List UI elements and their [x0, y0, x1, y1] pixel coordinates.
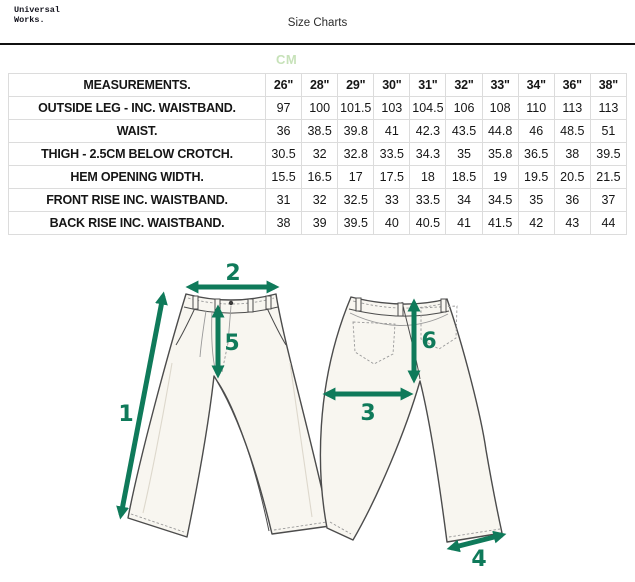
size-value: 110	[518, 97, 554, 120]
table-row	[9, 166, 627, 189]
size-value: 113	[554, 97, 590, 120]
size-value: 35.8	[482, 143, 518, 166]
size-value: 113	[590, 97, 626, 120]
size-value: 33.5	[410, 189, 446, 212]
front-belt-loop-4	[266, 296, 271, 309]
size-value: 100	[302, 97, 338, 120]
size-value: 46	[518, 120, 554, 143]
marker-label-5: 5	[224, 331, 240, 356]
size-value: 38.5	[302, 120, 338, 143]
size-column-header: 28"	[302, 74, 338, 97]
size-value: 41	[446, 212, 482, 235]
size-value: 36	[554, 189, 590, 212]
size-value: 39.8	[338, 120, 374, 143]
size-value: 33.5	[374, 143, 410, 166]
size-value: 35	[518, 189, 554, 212]
size-column-header: 26"	[266, 74, 302, 97]
brand-logo-line2: Works.	[14, 14, 45, 25]
size-value: 41.5	[482, 212, 518, 235]
size-value: 19.5	[518, 166, 554, 189]
size-value: 42.3	[410, 120, 446, 143]
size-value: 48.5	[554, 120, 590, 143]
measurement-label: WAIST.	[9, 120, 266, 143]
size-value: 39.5	[338, 212, 374, 235]
front-waist-button	[229, 301, 233, 305]
size-value: 34.3	[410, 143, 446, 166]
size-column-header: 33"	[482, 74, 518, 97]
size-column-header: 31"	[410, 74, 446, 97]
header-divider	[0, 43, 635, 45]
size-value: 35	[446, 143, 482, 166]
table-row	[9, 143, 627, 166]
front-belt-loop-1	[193, 296, 198, 309]
size-value: 39	[302, 212, 338, 235]
size-value: 16.5	[302, 166, 338, 189]
table-row	[9, 189, 627, 212]
size-column-header: 32"	[446, 74, 482, 97]
table-row	[9, 212, 627, 235]
back-belt-loop-2	[398, 303, 403, 316]
measurements-column-header: MEASUREMENTS.	[9, 74, 266, 97]
unit-tab-cm[interactable]: CM	[276, 52, 298, 67]
size-value: 36.5	[518, 143, 554, 166]
page-title: Size Charts	[287, 17, 348, 29]
size-column-header: 36"	[554, 74, 590, 97]
size-column-header: 30"	[374, 74, 410, 97]
size-value: 42	[518, 212, 554, 235]
pants-back-silhouette	[320, 297, 502, 542]
marker-label-2: 2	[225, 261, 241, 286]
marker-label-3: 3	[360, 401, 376, 426]
marker-label-1: 1	[118, 402, 134, 427]
size-value: 17.5	[374, 166, 410, 189]
size-value: 17	[338, 166, 374, 189]
size-table-body	[9, 97, 627, 235]
size-value: 32	[302, 189, 338, 212]
size-value: 37	[590, 189, 626, 212]
size-measurements-table	[8, 73, 627, 235]
size-value: 19	[482, 166, 518, 189]
size-value: 44	[590, 212, 626, 235]
size-value: 32	[302, 143, 338, 166]
size-value: 38	[554, 143, 590, 166]
size-value: 108	[482, 97, 518, 120]
marker-label-6: 6	[421, 329, 437, 354]
marker-label-4: 4	[471, 547, 487, 572]
size-value: 32.5	[338, 189, 374, 212]
measurement-label: OUTSIDE LEG - INC. WAISTBAND.	[9, 97, 266, 120]
size-value: 44.8	[482, 120, 518, 143]
size-value: 33	[374, 189, 410, 212]
size-value: 21.5	[590, 166, 626, 189]
size-column-header: 38"	[590, 74, 626, 97]
size-column-header: 34"	[518, 74, 554, 97]
size-value: 43.5	[446, 120, 482, 143]
size-value: 39.5	[590, 143, 626, 166]
measurement-label: BACK RISE INC. WAISTBAND.	[9, 212, 266, 235]
measurement-label: THIGH - 2.5CM BELOW CROTCH.	[9, 143, 266, 166]
size-value: 18.5	[446, 166, 482, 189]
size-value: 20.5	[554, 166, 590, 189]
size-value: 40	[374, 212, 410, 235]
size-value: 104.5	[410, 97, 446, 120]
size-table-head	[9, 74, 627, 97]
measurement-label: FRONT RISE INC. WAISTBAND.	[9, 189, 266, 212]
size-value: 34	[446, 189, 482, 212]
back-belt-loop-1	[356, 298, 361, 311]
size-value: 15.5	[266, 166, 302, 189]
size-value: 32.8	[338, 143, 374, 166]
size-table-header-row	[9, 74, 627, 97]
pants-back-view	[320, 297, 502, 542]
pants-measurement-diagram	[0, 245, 635, 582]
size-value: 106	[446, 97, 482, 120]
size-value: 34.5	[482, 189, 518, 212]
measurement-label: HEM OPENING WIDTH.	[9, 166, 266, 189]
size-column-header: 29"	[338, 74, 374, 97]
size-value: 41	[374, 120, 410, 143]
size-value: 31	[266, 189, 302, 212]
size-value: 38	[266, 212, 302, 235]
size-value: 40.5	[410, 212, 446, 235]
size-value: 101.5	[338, 97, 374, 120]
table-row	[9, 120, 627, 143]
size-value: 36	[266, 120, 302, 143]
table-row	[9, 97, 627, 120]
back-belt-loop-3	[441, 299, 446, 312]
size-value: 30.5	[266, 143, 302, 166]
brand-logo-line1: Universal	[14, 5, 60, 15]
front-belt-loop-3	[248, 299, 253, 312]
size-value: 43	[554, 212, 590, 235]
size-value: 51	[590, 120, 626, 143]
size-value: 97	[266, 97, 302, 120]
size-value: 103	[374, 97, 410, 120]
size-value: 18	[410, 166, 446, 189]
